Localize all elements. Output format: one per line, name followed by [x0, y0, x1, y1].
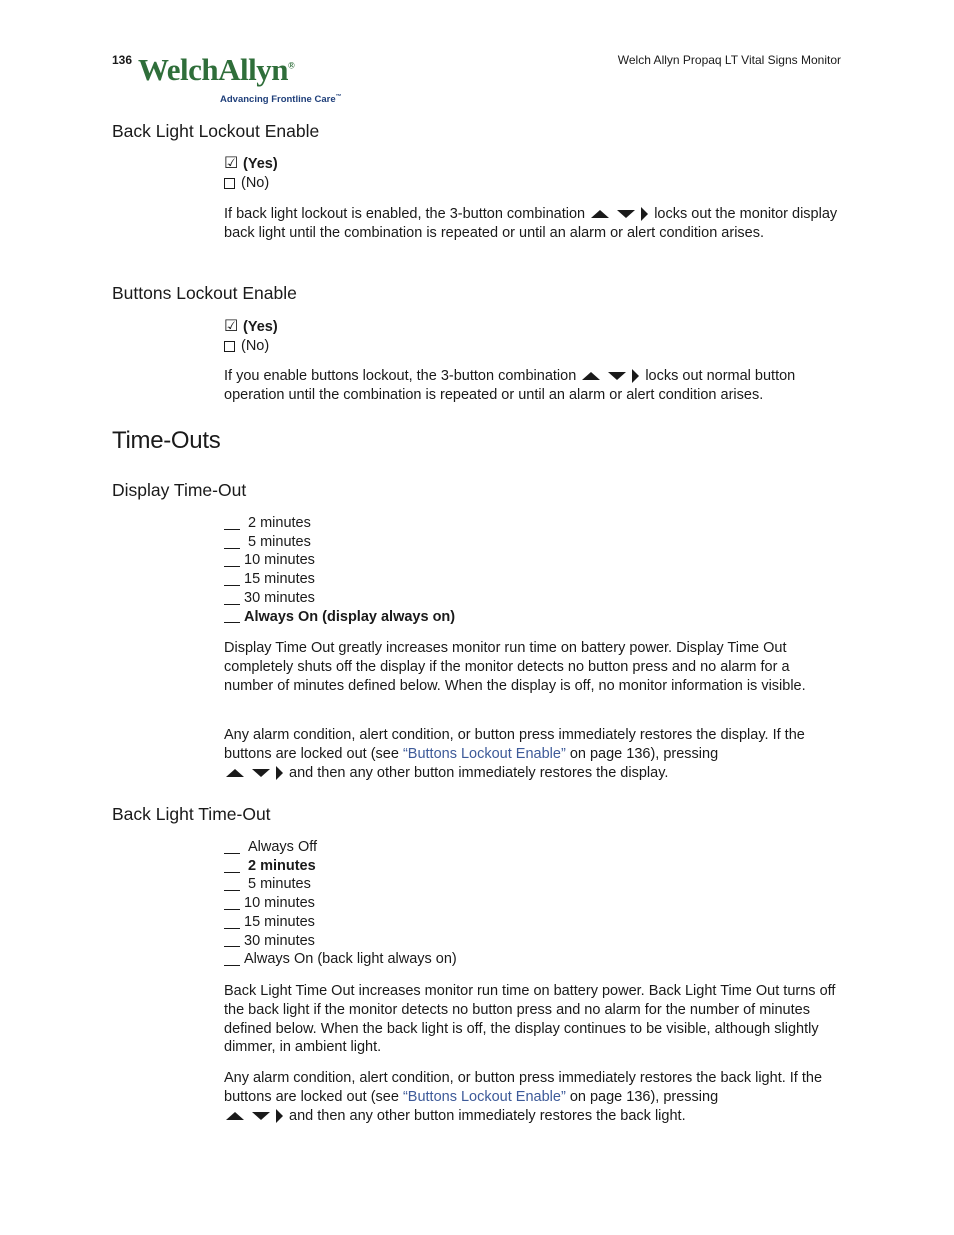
up-arrow-button-icon [582, 372, 600, 380]
option-2-minutes: 2 minutes [224, 514, 455, 533]
blank-line-marker [224, 554, 240, 567]
section-heading-buttons-lockout: Buttons Lockout Enable [112, 283, 297, 303]
blank-line-marker [224, 878, 240, 891]
backlight-timeout-options [224, 838, 457, 969]
option-2-minutes-selected: 2 minutes [224, 857, 457, 876]
checkbox-checked-icon: ☑ [224, 155, 239, 173]
option-5-minutes: 5 minutes [224, 875, 457, 894]
display-timeout-description: Display Time Out greatly increases monitor run time on battery power. Display Time Out completely shuts off the display if the monitor detects no button press and no alarm for a number of minutes defined below. When the display is off, no monitor information is visible. [224, 640, 806, 694]
buttons-lockout-description: If you enable buttons lockout, the 3-button combination locks out normal button operation until the combination is repeated or until an alarm or alert condition arises. [224, 368, 796, 403]
option-always-on: Always On (back light always on) [224, 950, 457, 969]
logo-tagline: Advancing Frontline Care [220, 94, 336, 106]
up-arrow-button-icon [226, 769, 244, 777]
option-always-on-selected: Always On (display always on) [224, 608, 455, 627]
blank-line-marker [224, 592, 240, 605]
blank-line-marker [224, 610, 240, 623]
down-arrow-button-icon [252, 1112, 270, 1120]
blank-line-marker [224, 860, 240, 873]
logo-wordmark: WelchAllyn [138, 52, 289, 87]
down-arrow-button-icon [617, 210, 635, 218]
checkbox-empty-icon [224, 341, 235, 352]
section-heading-backlight-timeout: Back Light Time-Out [112, 804, 271, 824]
down-arrow-button-icon [252, 769, 270, 777]
cross-reference-link[interactable]: “Buttons Lockout Enable” [402, 1088, 566, 1105]
blank-line-marker [224, 934, 240, 947]
blank-line-marker [224, 841, 240, 854]
section-heading-backlight-lockout: Back Light Lockout Enable [112, 121, 320, 141]
backlight-timeout-restore-note: Any alarm condition, alert condition, or button press immediately restores the back light. If the buttons are locked out (see “Buttons Lockout Enable” on page 136), pressing and then any other button immediately restores the back light. [224, 1070, 823, 1124]
display-timeout-restore-note: Any alarm condition, alert condition, or button press immediately restores the display. If the buttons are locked out (see “Buttons Lockout Enable” on page 136), pressing and then any other button immediately restores the display. [224, 727, 805, 781]
section-heading-display-timeout: Display Time-Out [112, 480, 247, 500]
option-5-minutes: 5 minutes [224, 533, 455, 552]
running-header: Welch Allyn Propaq LT Vital Signs Monitor [617, 53, 841, 67]
blank-line-marker [224, 573, 240, 586]
page-number: 136 [112, 53, 133, 67]
right-arrow-button-icon [276, 1109, 283, 1123]
logo-trademark: ™ [335, 94, 342, 100]
backlight-timeout-description: Back Light Time Out increases monitor run time on battery power. Back Light Time Out turns off the back light if the monitor detects no button press and no alarm for the number of minutes defined below. When the back light is off, the display continues to be visible, although slightly dimmer, in ambient light. [224, 983, 836, 1056]
option-10-minutes: 10 minutes [224, 551, 455, 570]
option-yes-selected: ☑ (Yes) [224, 318, 278, 336]
cross-reference-link[interactable]: “Buttons Lockout Enable” [402, 745, 566, 762]
welch-allyn-logo [138, 52, 342, 112]
up-arrow-button-icon [591, 210, 609, 218]
section-heading-time-outs: Time-Outs [112, 427, 221, 454]
down-arrow-button-icon [608, 372, 626, 380]
blank-line-marker [224, 916, 240, 929]
option-yes-selected: ☑ (Yes) [224, 155, 278, 173]
backlight-lockout-options [224, 155, 278, 192]
option-no: (No) [224, 174, 278, 193]
option-15-minutes: 15 minutes [224, 570, 455, 589]
right-arrow-button-icon [641, 207, 648, 221]
blank-line-marker [224, 953, 240, 966]
option-always-off: Always Off [224, 838, 457, 857]
right-arrow-button-icon [276, 766, 283, 780]
option-30-minutes: 30 minutes [224, 932, 457, 951]
option-15-minutes: 15 minutes [224, 913, 457, 932]
option-30-minutes: 30 minutes [224, 589, 455, 608]
right-arrow-button-icon [632, 369, 639, 383]
option-no: (No) [224, 337, 278, 356]
backlight-lockout-description: If back light lockout is enabled, the 3-button combination locks out the monitor display back light until the combination is repeated or until an alarm or alert condition arises. [224, 206, 838, 241]
logo-registered-mark: ® [288, 60, 295, 71]
blank-line-marker [224, 517, 240, 530]
checkbox-empty-icon [224, 178, 235, 189]
option-10-minutes: 10 minutes [224, 894, 457, 913]
blank-line-marker [224, 536, 240, 549]
blank-line-marker [224, 897, 240, 910]
up-arrow-button-icon [226, 1112, 244, 1120]
checkbox-checked-icon: ☑ [224, 318, 239, 336]
buttons-lockout-options [224, 318, 278, 355]
display-timeout-options [224, 514, 455, 626]
